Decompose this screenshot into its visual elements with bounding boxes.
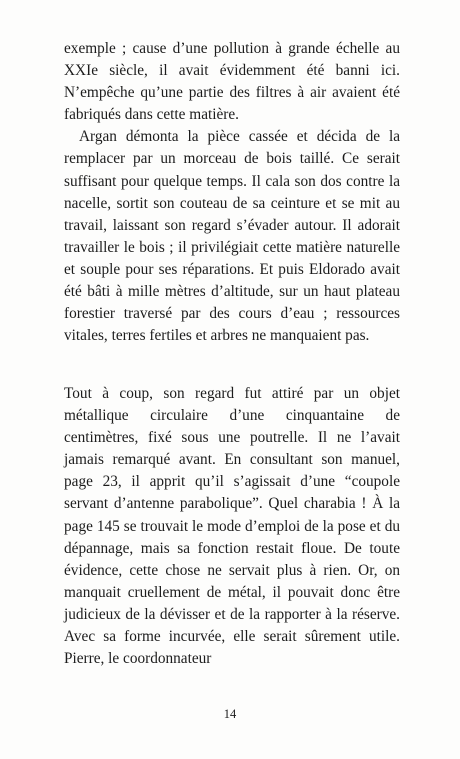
page-number: 14 <box>223 707 237 721</box>
text-section-1 <box>64 38 400 347</box>
paragraph-2: Argan démonta la pièce cassée et décida de la remplacer par un morceau de bois taillé. Ce serait suffisant pour quelque temps. Il cala son dos contre la nacelle, sortit son couteau de sa ceinture et se mit au travail, laissant son regard s’évader autour. Il adorait travailler le bois ; il privilégiait cette matière naturelle et souple pour ses réparations. Et puis Eldorado avait été bâti à mille mètres d’altitude, sur un haut plateau forestier traversé par des cours d’eau ; ressources vitales, terres fertiles et arbres ne manquaient pas. <box>64 128 400 345</box>
text-section-2 <box>64 383 400 670</box>
paragraph-1: exemple ; cause d’une pollution à grande échelle au XXIe siècle, il avait évidemment été banni ici. N’empêche qu’une partie des filtres à air avaient été fabriqués dans cette matière. <box>64 40 400 124</box>
paragraph-3: Tout à coup, son regard fut attiré par un objet métallique circulaire d’une cinquantaine de centimètres, fixé sous une poutrelle. Il ne l’avait jamais remarqué avant. En consultant son manuel, page 23, il apprit qu’il s’agissait d’une “coupole servant d’antenne parabolique”. Quel charabia ! À la page 145 se trouvait le mode d’emploi de la pose et du dépannage, mais sa fonction restait floue. De toute évidence, cette chose ne servait plus à rien. Or, on manquait cruellement de métal, il pouvait donc être judicieux de la dévisser et de la rapporter à la réserve. Avec sa forme incurvée, elle serait sûrement utile. Pierre, le coordonnateur <box>64 385 400 668</box>
